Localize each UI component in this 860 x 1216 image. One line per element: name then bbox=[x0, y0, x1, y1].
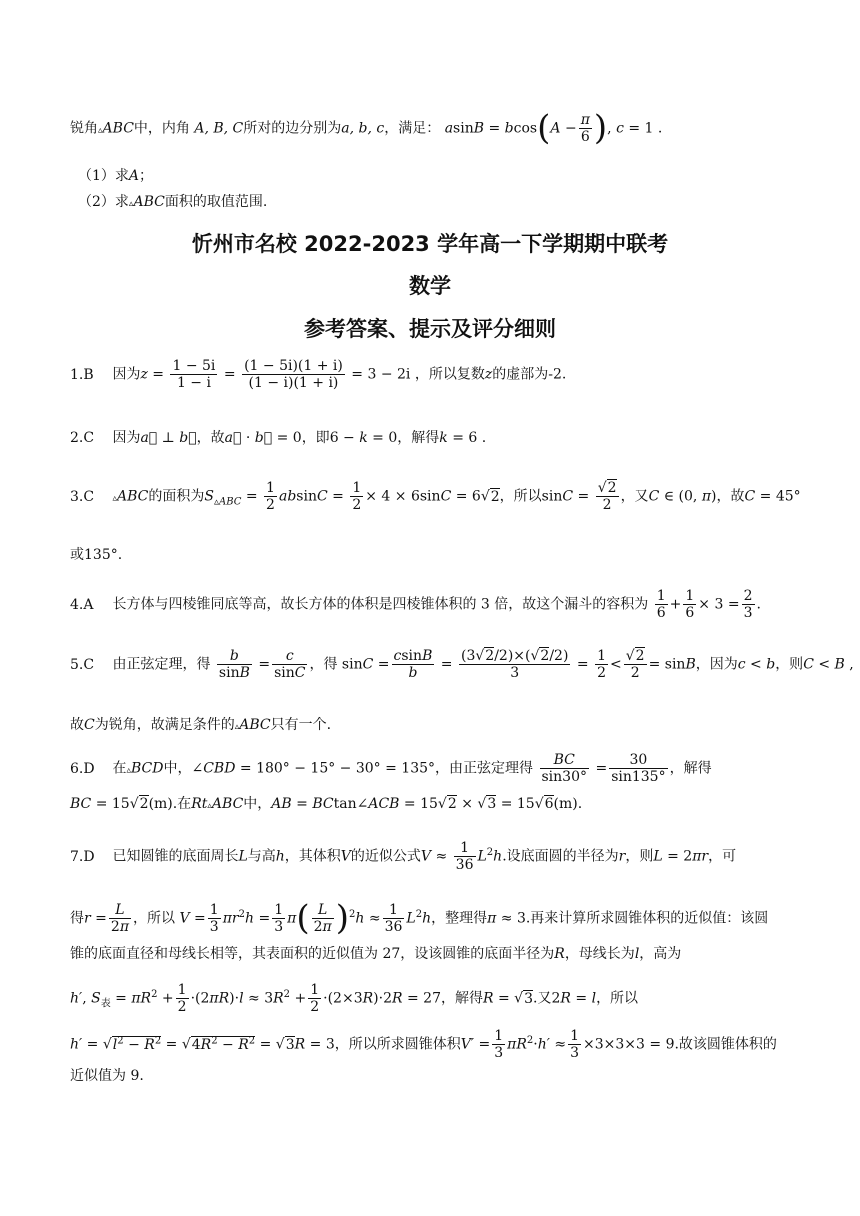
text: .又 bbox=[533, 990, 552, 1007]
text: .再来计算所求圆锥体积的近似值：该圆 bbox=[525, 910, 769, 927]
answer-7-line4: h′, $S_表 = \pi R^2$ + $\frac{1}{2}$ $\cdot(2\pi R)\cdot l \approx 3R^2$ + $\frac{1}{2}$ ·(2×3R)·2R = 27，解得R = √3.又2R = l，所以 bbox=[70, 982, 639, 1016]
page-title: 忻州市名校 2022-2023 学年高一下学期期中联考 bbox=[191, 232, 669, 256]
text: ，母线长为 bbox=[564, 946, 635, 962]
text: 或 bbox=[70, 547, 84, 563]
text: （2）求 bbox=[78, 194, 129, 210]
text: ，高为 bbox=[639, 946, 682, 962]
text: 中， bbox=[243, 796, 272, 812]
text: ，由正弦定理得 bbox=[435, 760, 534, 777]
text: ，所以所求圆锥体积 bbox=[334, 1036, 461, 1053]
text: 锐角 bbox=[70, 120, 98, 137]
text: ，所以 bbox=[596, 990, 639, 1007]
answer-3-cont: 或135°. bbox=[70, 547, 123, 563]
text: .设底面圆的半径为 bbox=[502, 848, 619, 865]
text: 的虚部为-2. bbox=[492, 366, 567, 383]
text: 在 bbox=[112, 760, 127, 777]
text: 故 bbox=[70, 717, 84, 733]
text: 所对的边分别为 bbox=[243, 120, 342, 137]
text: ，所以复数 bbox=[414, 366, 485, 383]
answer-number: 2.C bbox=[70, 430, 95, 446]
text: ，又 bbox=[620, 488, 649, 505]
text: 中， bbox=[163, 760, 192, 777]
answer-2: 2.C 因为a⃗ ⊥ b⃗，故a⃗ · b⃗ = 0，即6 − k = 0，解得k = 6 . bbox=[70, 430, 487, 446]
text: 只有一个. bbox=[270, 717, 332, 733]
text: （1）求 bbox=[78, 168, 129, 184]
answer-1: 1.B 因为z = $\frac{1 - 5i}{1 - i}$ = $\frac{(1 - 5i)(1 + i)}{(1 - i)(1 + i)}$ = 3 − 2i ，所以复数z的虚部为-2. bbox=[70, 358, 567, 392]
answer-6-cont: BC = 15√2(m).在Rt▵ABC中，AB = BCtan∠ACB = 15√2 × √3 = 15√6(m). bbox=[70, 796, 583, 812]
text: ，则 bbox=[775, 656, 804, 673]
text: 长方体与四棱锥同底等高，故长方体的体积是四棱锥体积的 3 倍，故这个漏斗的容积为 bbox=[112, 596, 649, 613]
text: ，满足： bbox=[384, 120, 441, 137]
answer-3: 3.C ▵ABC的面积为$S_{▵ABC}$ = $\frac{1}{2}$ absinC = $\frac{1}{2}$ × 4 × 6sinC = 6√2，所以sinC = $\frac{√2}{2}$ ，又C ∈ (0, π)，故C = 45° bbox=[70, 480, 801, 514]
text: ，解得 bbox=[669, 760, 712, 777]
text: ； bbox=[139, 168, 154, 184]
question-1: （1）求A； bbox=[78, 168, 154, 184]
text: ，所以 bbox=[133, 910, 176, 927]
answer-7-end bbox=[70, 1068, 800, 1085]
text: 因为 bbox=[112, 430, 141, 446]
problem-statement: 锐角▵ABC中，内角 A, B, C所对的边分别为a, b, c，满足： asinB = bcos(A − $\frac{\pi}{6}$ ), c = 1 . bbox=[70, 108, 663, 148]
text: 为锐角，故满足条件的 bbox=[94, 717, 235, 733]
text: 面积的取值范围. bbox=[164, 194, 268, 210]
text: .在 bbox=[172, 796, 192, 812]
question-2: （2）求▵ABC面积的取值范围. bbox=[78, 194, 268, 210]
text: 锥的底面直径和母线长相等，其表面积的近似值为 27，设该圆锥的底面半径为 bbox=[70, 946, 555, 962]
text: ，即 bbox=[301, 430, 330, 446]
text: ，解得 bbox=[440, 990, 483, 1007]
text: ，解得 bbox=[397, 430, 440, 446]
text: 已知圆锥的底面周长 bbox=[112, 848, 239, 865]
answer-number: 6.D bbox=[70, 760, 95, 777]
text: 中，内角 bbox=[133, 120, 190, 137]
text: 的面积为 bbox=[148, 488, 205, 505]
text: 因为 bbox=[112, 366, 141, 383]
text: ，故 bbox=[196, 430, 225, 446]
text: ，得 bbox=[309, 656, 338, 673]
answer-4: 4.A 长方体与四棱锥同底等高，故长方体的体积是四棱锥体积的 3 倍，故这个漏斗的容积为 $\frac{1}{6}$ + $\frac{1}{6}$ × 3 = $\frac{2}{3}$ . bbox=[70, 588, 761, 622]
text: ，整理得 bbox=[431, 910, 488, 927]
answer-5: 5.C 由正弦定理，得 $\frac{b}{\sin B}$ = $\frac{c}{\sin C}$ ，得 sinC = $\frac{csinB}{b}$ = $\frac{(3√2/2)\times(√2/2)}{3}$ = $\frac{1}{2}$ < $\frac{√2}{2}$ = sinB，因为c < b，则C < B , bbox=[70, 648, 854, 682]
text: .故该圆锥体积的 bbox=[674, 1036, 777, 1053]
subject-title: 数学 bbox=[409, 274, 451, 298]
text: ，则 bbox=[625, 848, 654, 865]
answer-number: 4.A bbox=[70, 596, 94, 613]
text: 与高 bbox=[247, 848, 276, 865]
answer-number: 5.C bbox=[70, 656, 95, 673]
answer-7-line5: $h' = √l^2 - R^2 = √4R^2 - R^2 = √3R = 3$，所以所求圆锥体积V′ = $\frac{1}{3}$ $\pi R^2\cdot h'$ ≈ $\frac{1}{3}$ ×3×3×3 = 9.故该圆锥体积的 bbox=[70, 1028, 777, 1062]
answer-5-cont: 故C为锐角，故满足条件的▵ABC只有一个. bbox=[70, 717, 332, 733]
math: ABC bbox=[102, 120, 134, 137]
text: 得 bbox=[70, 910, 84, 927]
answer-7-line2: 得r = $\frac{L}{2\pi}$ ，所以 V = $\frac{1}{3}$ $\pi r^2h$ = $\frac{1}{3}$ π( $\frac{L}{2\pi}$ )$^2$h ≈ $\frac{1}{36}$ $L^2h$，整理得π ≈ 3.再来计算所求圆锥体积的近似值：该圆 bbox=[70, 898, 769, 938]
answer-7: 7.D 已知圆锥的底面周长L与高h，其体积V的近似公式V ≈ $\frac{1}{36}$ $L^2h$.设底面圆的半径为r，则L = 2πr，可 bbox=[70, 840, 737, 874]
answer-6: 6.D 在▵BCD中，∠CBD = 180° − 15° − 30° = 135°，由正弦定理得 $\frac{BC}{\sin 30^\circ}$ = $\frac{30}{\sin 135^\circ}$ ，解得 bbox=[70, 752, 712, 786]
text: ，其体积 bbox=[284, 848, 341, 865]
answer-number: 7.D bbox=[70, 848, 95, 865]
answer-number: 3.C bbox=[70, 488, 95, 505]
answer-number: 1.B bbox=[70, 366, 94, 383]
text: 的近似公式 bbox=[350, 848, 421, 865]
answer-7-line3: 锥的底面直径和母线长相等，其表面积的近似值为 27，设该圆锥的底面半径为R，母线长为l，高为 bbox=[70, 946, 682, 962]
text: 近似值为 9. bbox=[70, 1068, 144, 1084]
text: ，故 bbox=[716, 488, 745, 505]
text: ，所以 bbox=[499, 488, 542, 505]
answer-subtitle: 参考答案、提示及评分细则 bbox=[304, 317, 556, 341]
text: 由正弦定理，得 bbox=[112, 656, 211, 673]
text: ，因为 bbox=[695, 656, 738, 673]
text: ，可 bbox=[708, 848, 737, 865]
